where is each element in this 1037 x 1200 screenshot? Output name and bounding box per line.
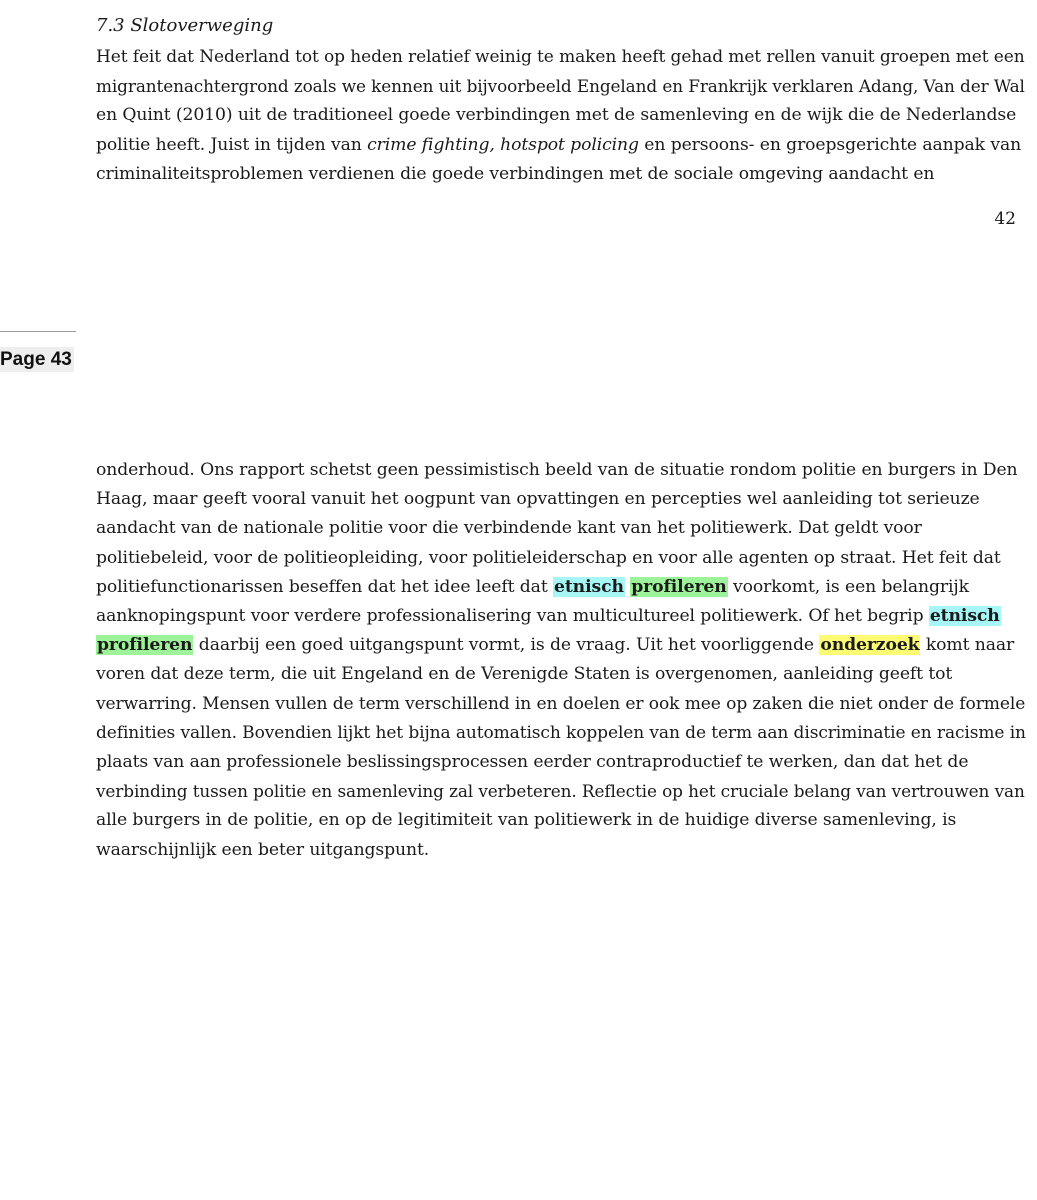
italic-phrase: crime fighting, hotspot policing	[367, 134, 639, 155]
page-number: 42	[994, 209, 1016, 229]
text-line: alle burgers in de politie, en op de legitimiteit van politiewerk in de huidige diverse samenleving, is	[96, 810, 957, 831]
text-line: criminaliteitsproblemen verdienen die goede verbindingen met de sociale omgeving aandacht en	[96, 163, 935, 184]
text-line: politiebeleid, voor de politieopleiding, voor politieleiderschap en voor alle agenten op straat. Het feit dat	[96, 547, 1001, 568]
text-segment: politiefunctionarissen beseffen dat het idee leeft dat	[96, 576, 553, 597]
highlight-etnisch: etnisch	[554, 576, 624, 597]
text-line: Haag, maar geeft vooral vanuit het oogpunt van opvattingen en percepties wel aanleiding tot serieuze	[96, 489, 980, 510]
text-line: onderhoud. Ons rapport schetst geen pessimistisch beeld van de situatie rondom politie en burgers in Den	[96, 460, 1018, 480]
text-line: verwarring. Mensen vullen de term verschillend in en doelen er ook mee op zaken die niet onder de formele	[96, 693, 1026, 714]
text-line: en Quint (2010) uit de traditioneel goede verbindingen met de samenleving en de wijk die de Nederlandse	[96, 105, 1017, 126]
text-line: waarschijnlijk een beter uitgangspunt.	[96, 839, 430, 860]
text-line: definities vallen. Bovendien lijkt het bijna automatisch koppelen van de term aan discriminatie en racisme in	[96, 722, 1026, 743]
highlight-onderzoek: onderzoek	[820, 635, 920, 656]
page-label: Page 43	[0, 349, 72, 370]
paragraph-bottom	[96, 456, 1028, 865]
text-line: aandacht van de nationale politie voor die verbindende kant van het politiewerk. Dat geldt voor	[96, 518, 922, 539]
text-line	[96, 631, 1028, 660]
text-line: verbinding tussen politie en samenleving zal verbeteren. Reflectie op het cruciale belang van vertrouwen van	[96, 781, 1025, 802]
text-line	[96, 602, 1028, 631]
section-heading: 7.3 Slotoverweging	[96, 15, 274, 36]
text-segment: aanknopingspunt voor verdere professionalisering van multicultureel politiewerk. Of het begrip	[96, 606, 929, 627]
text-line: Het feit dat Nederland tot op heden relatief weinig te maken heeft gehad met rellen vanuit groepen met een	[96, 47, 1025, 67]
text-line: plaats van aan professionele beslissingsprocessen eerder contraproductief te werken, dan dat het de	[96, 752, 969, 773]
text-segment: politie heeft. Juist in tijden van	[96, 134, 368, 155]
highlight-etnisch: etnisch	[929, 606, 1000, 627]
paragraph-top	[96, 43, 1028, 189]
highlight-profileren: profileren	[631, 576, 727, 597]
page-separator	[0, 331, 76, 332]
text-line: migrantenachtergrond zoals we kennen uit bijvoorbeeld Engeland en Frankrijk verklaren Adang, Van der Wal	[96, 76, 1025, 97]
highlight-profileren: profileren	[97, 635, 193, 656]
text-segment: komt naar	[920, 635, 1015, 656]
text-line	[96, 573, 1028, 602]
text-segment: daarbij een goed uitgangspunt vormt, is de vraag. Uit het voorliggende	[193, 635, 820, 656]
text-segment: voorkomt, is een belangrijk	[727, 576, 969, 597]
text-line: voren dat deze term, die uit Engeland en de Verenigde Staten is overgenomen, aanleiding geeft tot	[96, 664, 953, 685]
text-line	[96, 131, 1028, 160]
text-segment: en persoons- en groepsgerichte aanpak van	[638, 134, 1022, 155]
